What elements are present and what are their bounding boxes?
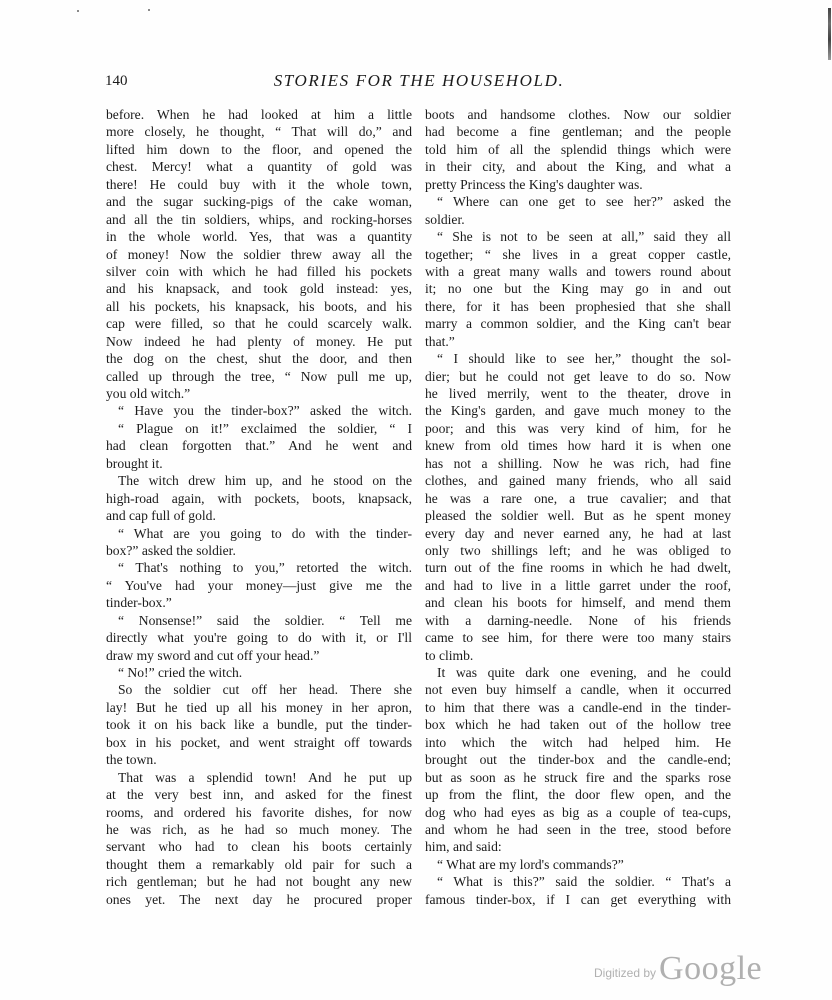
text-line: and his knapsack, and took gold instead: yes, xyxy=(106,281,412,297)
text-line: of money! Now the soldier threw away all the xyxy=(106,246,412,262)
text-line: had clean forgotten that.” And he went and xyxy=(106,438,412,454)
digitized-by-google-watermark xyxy=(594,950,762,988)
running-title: STORIES FOR THE HOUSEHOLD. xyxy=(273,71,565,90)
text-line: that.” xyxy=(425,333,455,349)
text-line: more closely, he thought, “ That will do,” and xyxy=(106,124,412,140)
text-line: silver coin with which he had filled his pockets xyxy=(106,263,412,279)
text-line: That was a splendid town! And he put up xyxy=(118,769,412,785)
text-line: “ What are my lord's commands?” xyxy=(437,856,624,872)
text-line: soldier. xyxy=(425,211,465,227)
scan-speck xyxy=(148,9,150,11)
text-line: the King's garden, and gave much money to the xyxy=(425,403,731,419)
text-line: servant who had to clean his boots certainly xyxy=(106,839,412,855)
text-line: he lived merrily, went to the theater, drove in xyxy=(425,386,731,401)
text-line: there, for it has been prophesied that she shall xyxy=(425,298,731,314)
text-line: with a great many walls and towers round about xyxy=(425,263,731,279)
text-line: cap were filled, so that he could scarcely walk. xyxy=(106,316,412,332)
text-line: up from the flint, the door flew open, and the xyxy=(425,787,731,803)
text-line: together; “ she lives in a great copper castle, xyxy=(425,246,731,262)
text-line: directly what you're going to do with it, or I'll xyxy=(106,630,412,646)
text-line: “ Have you the tinder-box?” asked the witch. xyxy=(118,403,412,419)
text-line: into which the witch had helped him. He xyxy=(425,734,731,750)
text-line: box which he had taken out of the hollow tree xyxy=(425,717,731,733)
text-line: It was quite dark one evening, and he could xyxy=(437,665,731,680)
text-line: high-road again, with pockets, boots, knapsack, xyxy=(106,490,412,506)
text-line: had become a fine gentleman; and the people xyxy=(425,124,731,140)
text-line: “ Where can one get to see her?” asked the xyxy=(437,194,731,210)
text-line: him, and said: xyxy=(425,839,502,855)
text-line: and had to live in a little garret under the roof, xyxy=(425,577,731,593)
text-line: pleased the soldier well. But as he spent money xyxy=(425,508,731,524)
text-line: all his pockets, his knapsack, his boots, and his xyxy=(106,298,412,314)
text-line: draw my sword and cut off your head.” xyxy=(106,647,320,663)
text-line: the dog on the chest, shut the door, and then xyxy=(106,351,412,367)
text-line: “ That's nothing to you,” retorted the witch. xyxy=(118,560,412,576)
text-line: with a darning-needle. None of his friends xyxy=(425,612,731,628)
text-line: clothes, and gained many friends, who all said xyxy=(425,473,731,489)
text-line: has not a shilling. Now he was rich, had fine xyxy=(425,455,731,471)
text-line: lay! But he tied up all his money in her apron, xyxy=(106,699,412,715)
page-header xyxy=(105,68,733,92)
text-line: box in his pocket, and went straight off towards xyxy=(106,734,412,750)
text-line: the town. xyxy=(106,752,157,768)
text-line: at the very best inn, and asked for the finest xyxy=(106,787,412,803)
text-line: “ What is this?” said the soldier. “ That's a xyxy=(437,874,731,890)
google-logo-text: Google xyxy=(659,950,763,987)
text-line: came to see him, for there were too many stairs xyxy=(425,630,731,646)
scan-speck xyxy=(77,10,79,12)
text-line: rooms, and ordered his favorite dishes, for now xyxy=(106,804,412,820)
scan-edge-mark xyxy=(828,8,831,60)
text-line: and the sugar sucking-pigs of the cake woman, xyxy=(106,194,412,210)
text-line: he was rich, as he had so much money. The xyxy=(106,821,412,837)
text-line: you old witch.” xyxy=(106,386,191,401)
text-line: lifted him down to the floor, and opened the xyxy=(106,141,412,157)
right-text-column xyxy=(425,106,731,908)
text-line: only two shillings left; and he was obliged to xyxy=(425,542,731,558)
text-line: in their city, and about the King, and what a xyxy=(425,159,731,175)
text-line: and clean his boots for himself, and mend them xyxy=(425,595,731,611)
text-line: to climb. xyxy=(425,647,474,663)
text-line: “ What are you going to do with the tinder- xyxy=(118,525,412,541)
text-line: took it on his back like a bundle, put the tinder- xyxy=(106,717,412,733)
text-line: pretty Princess the King's daughter was. xyxy=(425,176,643,192)
text-line: “ You've had your money—just give me the xyxy=(106,577,412,593)
text-line: Now indeed he had plenty of money. He put xyxy=(106,333,412,349)
text-line: every day and never earned any, he had at last xyxy=(425,525,731,541)
text-line: boots and handsome clothes. Now our soldier xyxy=(425,107,731,122)
text-line: and cap full of gold. xyxy=(106,508,216,524)
text-line: poor; and this was very kind of him, for he xyxy=(425,420,731,436)
text-line: in the whole world. Yes, that was a quantity xyxy=(106,229,412,245)
text-line: “ I should like to see her,” thought the sol- xyxy=(437,351,731,367)
text-line: it; no one but the King may go in and out xyxy=(425,281,731,297)
text-line: famous tinder-box, if I can get everything with xyxy=(425,891,731,907)
watermark-prefix: Digitized by xyxy=(594,966,657,980)
text-line: turn out of the fine rooms in which he had dwelt, xyxy=(425,560,731,576)
text-line: he was a rare one, a true cavalier; and that xyxy=(425,490,731,506)
text-line: “ Plague on it!” exclaimed the soldier, “ I xyxy=(118,420,412,436)
text-line: thought them a remarkably old pair for such a xyxy=(106,856,412,872)
text-line: dier; but he could not get leave to do so. Now xyxy=(425,368,731,384)
text-line: tinder-box.” xyxy=(106,595,172,611)
text-line: not even buy himself a candle, when it occurred xyxy=(425,682,731,698)
text-line: but as soon as he struck fire and the sparks rose xyxy=(425,769,731,785)
text-line: before. When he had looked at him a little xyxy=(106,107,412,122)
left-text-column xyxy=(106,106,412,908)
text-line: chest. Mercy! what a quantity of gold was xyxy=(106,159,412,175)
text-line: box?” asked the soldier. xyxy=(106,542,236,558)
text-line: “ She is not to be seen at all,” said they all xyxy=(437,229,731,245)
text-line: “ No!” cried the witch. xyxy=(118,665,243,680)
text-line: told him of all the splendid things which were xyxy=(425,141,731,157)
text-line: marry a common soldier, and the King can't bear xyxy=(425,316,731,332)
text-line: ones yet. The next day he procured proper xyxy=(106,891,412,907)
text-line: there! He could buy with it the whole town, xyxy=(106,176,412,192)
page-number: 140 xyxy=(105,73,128,89)
text-line: So the soldier cut off her head. There she xyxy=(118,682,412,698)
text-line: rich gentleman; but he had not bought any new xyxy=(106,874,412,890)
text-line: brought out the tinder-box and the candle-end; xyxy=(425,752,731,768)
text-line: to him that there was a candle-end in the tinder- xyxy=(425,699,731,715)
text-line: called up through the tree, “ Now pull me up, xyxy=(106,368,412,384)
text-line: dog who had eyes as big as a couple of tea-cups, xyxy=(425,804,731,820)
text-line: brought it. xyxy=(106,455,163,471)
text-line: “ Nonsense!” said the soldier. “ Tell me xyxy=(118,612,412,628)
text-line: and all the tin soldiers, whips, and rocking-horses xyxy=(106,211,412,227)
text-line: and whom he had seen in the tree, stood before xyxy=(425,821,731,837)
text-line: The witch drew him up, and he stood on the xyxy=(118,473,412,489)
text-line: knew from old times how hard it is when one xyxy=(425,438,731,454)
